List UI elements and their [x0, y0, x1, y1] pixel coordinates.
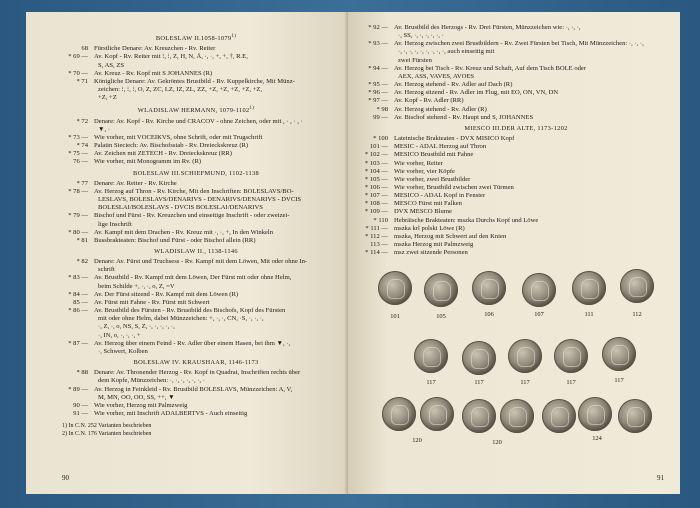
entry-text	[94, 229, 330, 237]
entry-text	[94, 237, 330, 245]
entry-line: Wie vorher, Herzog mit Palmzweig	[94, 401, 188, 409]
coin-label: 117	[474, 379, 484, 387]
entry-line: S, AS, ZS	[98, 61, 125, 69]
entry-text	[394, 184, 670, 192]
entry-line: ·, SS, ·, ·, ·, ·, ·, ·	[398, 32, 444, 40]
entry-line: ·, Z, ·, o, NS, S, Z, ·, ·, ·, ·, ·,	[98, 323, 175, 331]
entry-line: schrift	[98, 266, 115, 274]
catalog-entry	[362, 168, 670, 176]
entry-line: zeichen: ⁝, ⁝, ⁝, O, Z, ZC, LZ, IZ, ZL, ZZ, +Z, +Z, +Z, +Z, +Z,	[98, 86, 263, 94]
catalog-entry	[362, 249, 670, 257]
entry-text	[94, 258, 330, 274]
entry-number: 113 —	[370, 241, 388, 249]
footnote-1: 1) In C.N. 252 Varianten beschrieben	[62, 423, 152, 430]
catalog-entry	[362, 40, 670, 64]
entry-number: * 111 —	[365, 224, 388, 232]
entry-line: Bischof und Fürst - Rv. Kreuzchen und einseitige Inschrift - oder zweizei-	[94, 212, 290, 220]
entry-line: Av. Bischof stehend - Rv. Haupt und S, JOHANNES	[394, 113, 534, 121]
catalog-entry	[362, 208, 670, 216]
entry-number: * 84 —	[68, 290, 88, 298]
coin-image	[572, 271, 606, 305]
entry-line: M, MN, OO, OO, SS, ++, ▼	[98, 393, 175, 401]
entry-number: * 71	[76, 77, 88, 85]
entry-line: Wie vorher, zwei Brustbilder	[394, 175, 471, 183]
section-title-text: WLADISLAW II., 1138-1146	[154, 248, 238, 255]
entry-line: Av. Herzog auf Thron - Rv. Kirche, Mit den Inschriften: BOLESLAVS/BO-	[94, 187, 294, 195]
catalog-entry	[362, 81, 670, 89]
coin-image	[554, 339, 588, 373]
catalog-entry	[62, 45, 330, 53]
entry-text	[94, 45, 330, 53]
entry-line: ·, ·, ·, ·, ·, ·, ·, ·, ·, auch einseitig mit	[398, 48, 495, 56]
entry-number: * 82	[76, 258, 88, 266]
catalog-entry	[362, 114, 670, 122]
entry-text	[94, 369, 330, 385]
catalog-entry	[362, 106, 670, 114]
coin-image	[378, 271, 412, 305]
catalog-entry	[62, 274, 330, 290]
entry-number: * 97 —	[368, 97, 388, 105]
entry-number: * 102 —	[364, 151, 388, 159]
entry-number: * 69 —	[68, 53, 88, 61]
entry-number: * 104 —	[364, 167, 388, 175]
coin-label: 117	[520, 379, 530, 387]
entry-text	[394, 24, 670, 40]
entry-text	[394, 143, 670, 151]
entry-number: 68	[81, 45, 88, 53]
entry-line: mszka Herzog mit Palmzweig	[394, 241, 474, 249]
coin-image	[602, 337, 636, 371]
entry-line: lige Inschrift	[98, 220, 132, 228]
entry-text	[94, 150, 330, 158]
entry-number: * 79 —	[68, 212, 88, 220]
left-page	[26, 12, 348, 494]
entry-text	[394, 97, 670, 105]
catalog-entry	[62, 237, 330, 245]
section-title	[62, 359, 330, 367]
coin-plate	[362, 269, 670, 469]
coin-image	[382, 397, 416, 431]
entry-number: * 108 —	[364, 200, 388, 208]
section-title-text: BOLESLAW III.SCHIEFMUND, 1102-1138	[133, 169, 259, 177]
right-page-entries-bottom	[362, 135, 670, 257]
catalog-entry	[362, 24, 670, 40]
entry-text	[94, 142, 330, 150]
entry-line: ·, IN, o, ·, ·, ·, +	[98, 331, 141, 339]
entry-line: dem Kopfe, Münzzeichen: ·, ·, ·, ·, ·, ·, ·	[98, 377, 205, 385]
coin-label: 112	[632, 311, 642, 319]
entry-line: Wie vorher, Brustbild zwischen zwei Türmen	[394, 183, 514, 191]
entry-text	[394, 233, 670, 241]
entry-line: Denare: Av. Fürst und Truchsess - Rv. Kampf mit dem Löwen, Mit oder ohne In-	[94, 258, 308, 266]
footnote-ref: 1)	[249, 106, 255, 112]
section-title-text: WLADISLAW HERMANN, 1079-1102	[137, 107, 250, 115]
entry-text	[94, 188, 330, 212]
catalog-entry	[62, 180, 330, 188]
section-title	[62, 170, 330, 178]
entry-text	[394, 241, 670, 249]
entry-line: Av. Fürst mit Fahne - Rv. Fürst mit Schwert	[94, 298, 210, 306]
entry-number: * 77	[76, 179, 88, 187]
entry-line: MESICO - ADAL Kopf in Fenster	[394, 192, 486, 200]
section-title-miesco: MIESCO III.DER ALTE, 1173-1202	[464, 124, 568, 132]
entry-text	[394, 176, 670, 184]
entry-number: * 87 —	[68, 339, 88, 347]
coin-label: 120	[412, 437, 422, 445]
entry-line: Av. Kopf - Rv. Reiter mit ⁝, ⁝, Z, H, N, Å, ·, ·, +, +, †, R.E,	[94, 53, 248, 61]
entry-text	[394, 160, 670, 168]
entry-text	[394, 114, 670, 122]
entry-line: Fürstliche Denare: Av. Kreuzchen - Rv. Reiter	[94, 45, 216, 53]
coin-label: 111	[584, 311, 594, 319]
coin-label: 107	[534, 311, 544, 319]
entry-text	[94, 78, 330, 102]
entry-text	[94, 274, 330, 290]
entry-text	[394, 225, 670, 233]
catalog-entry	[62, 258, 330, 274]
catalog-entry	[62, 188, 330, 212]
entry-line: mszka krl polski Löwe (R)	[394, 224, 465, 232]
entry-text	[94, 70, 330, 78]
entry-line: Wie vorher, mit Monogramm im Rv. (R)	[94, 158, 202, 166]
catalog-entry	[62, 340, 330, 356]
entry-line: Lateinische Brakteaten - DVX MISICO Kopf	[394, 135, 515, 143]
catalog-entry	[362, 160, 670, 168]
entry-number: * 100	[373, 135, 388, 143]
coin-image	[578, 397, 612, 431]
catalog-entry	[362, 143, 670, 151]
entry-number: * 103 —	[364, 159, 388, 167]
entry-number: * 110	[373, 216, 388, 224]
section-title	[62, 33, 330, 43]
entry-number: * 72	[76, 117, 88, 125]
entry-line: Wie vorher, vier Köpfe	[394, 167, 455, 175]
entry-line: Hebräische Brakteaten: mszka Durchs Kopf und Löwe	[394, 216, 539, 224]
right-page-entries-top	[362, 24, 670, 122]
entry-line: Königliche Denare: Av. Gekröntes Brustbild - Rv. Kuppelkirche, Mit Münz-	[94, 77, 295, 85]
entry-number: * 80 —	[68, 228, 88, 236]
entry-text	[394, 81, 670, 89]
coin-image	[462, 341, 496, 375]
footnote-2: 2) In C.N. 176 Varianten beschrieben	[62, 431, 152, 438]
entry-text	[94, 299, 330, 307]
entry-text	[94, 307, 330, 340]
entry-text	[394, 89, 670, 97]
entry-number: * 109 —	[364, 208, 388, 216]
entry-number: 91 —	[73, 409, 88, 417]
entry-number: * 73 —	[68, 133, 88, 141]
entry-text	[94, 402, 330, 410]
entry-number: * 93 —	[368, 40, 388, 48]
catalog-entry	[362, 233, 670, 241]
entry-line: Palatin Sieciech: Av. Bischofsstab - Rv. Dreieckskreuz (R)	[94, 142, 249, 150]
entry-line: Av. Herzog sitzend - Rv. Adler im Flug, mit EO, ON, VN, DN	[394, 89, 559, 97]
catalog-entry	[362, 135, 670, 143]
entry-line: Av. Kampf mit dem Drachen - Rv. Kreuz mit ·, ·, +, In den Winkeln	[94, 228, 274, 236]
coin-image	[618, 399, 652, 433]
coin-label: 120	[492, 439, 502, 447]
entry-line: MESIC - ADAL Herzog auf Thron	[394, 143, 487, 151]
entry-line: Wie vorher, mit VOCEIKVS, ohne Schrift, oder mit Trugschrift	[94, 133, 263, 141]
catalog-entry	[62, 150, 330, 158]
entry-line: Av. Herzog stehend - Rv. Adler (R)	[394, 105, 487, 113]
entry-line: Av. Herzog in Feinkleid - Rv. Brustbild BOLESLAVS, Münzzeichen: A, V,	[94, 385, 293, 393]
entry-number: * 75 —	[68, 150, 88, 158]
right-page	[348, 12, 680, 494]
entry-number: 101 —	[369, 143, 388, 151]
page-number-left: 90	[62, 473, 69, 482]
coin-image	[500, 399, 534, 433]
catalog-entry	[62, 212, 330, 228]
entry-text	[94, 410, 330, 418]
left-page-content	[62, 33, 330, 418]
entry-text	[394, 192, 670, 200]
entry-line: DVX MESCO Blume	[394, 208, 452, 216]
catalog-entry	[62, 402, 330, 410]
entry-number: * 114 —	[365, 249, 388, 257]
entry-text	[94, 158, 330, 166]
catalog-entry	[62, 118, 330, 134]
entry-line: mit oder ohne Helm, dabei Münzzeichen: +, ·, ·, CN, ·S, ·, ·, ·,	[98, 315, 264, 323]
entry-number: * 96 —	[368, 89, 388, 97]
entry-text	[394, 40, 670, 64]
entry-text	[94, 134, 330, 142]
entry-text	[394, 135, 670, 143]
catalog-entry	[362, 200, 670, 208]
entry-line: ·, Schwert, Kolben	[98, 347, 148, 355]
catalog-entry	[362, 176, 670, 184]
entry-number: * 70 —	[68, 69, 88, 77]
entry-number: * 105 —	[364, 175, 388, 183]
entry-number: * 94 —	[368, 64, 388, 72]
entry-line: Av. Herzog zwischen zwei Brustbildern - Rv. Zwei Fürsten bei Tisch, Mit Münzzeichen: ·, ·, ·,	[394, 40, 644, 48]
catalog-entry	[62, 299, 330, 307]
entry-number: * 112 —	[365, 232, 388, 240]
footnote-ref: 1)	[231, 34, 237, 39]
entry-text	[394, 106, 670, 114]
coin-label: 124	[592, 435, 602, 443]
catalog-entry	[62, 229, 330, 237]
entry-line: zwei Fürsten	[398, 56, 432, 64]
entry-line: msz zwei sitzende Personen	[394, 249, 468, 257]
entry-line: Wie vorher, Reiter	[394, 159, 443, 167]
entry-line: LESLAVS, BOLESLAVS/DENARIVS - DENARIVS/DENARIVS - DVCIS	[98, 196, 302, 204]
coin-image	[414, 339, 448, 373]
entry-line: ▼, ·	[98, 125, 111, 133]
coin-label: 117	[566, 379, 576, 387]
entry-line: Av. Brustbild des Fürsten - Rv. Brustbild des Bischofs, Kopf des Fürsten	[94, 307, 286, 315]
footnotes	[62, 422, 330, 438]
entry-line: Wie vorher, mit Inschrift ADALBERTVS - Auch einseitig	[94, 409, 248, 417]
page-number-right: 91	[657, 473, 664, 482]
entry-text	[394, 200, 670, 208]
entry-line: Av. Herzog bei Tisch - Rv. Kreuz und Schaft, Auf dem Tisch BOLE oder	[394, 64, 587, 72]
catalog-entry	[362, 97, 670, 105]
entry-text	[394, 65, 670, 81]
catalog-entry	[362, 184, 670, 192]
coin-label: 105	[436, 313, 446, 321]
entry-number: * 88	[76, 369, 88, 377]
entry-text	[394, 168, 670, 176]
catalog-entry	[362, 192, 670, 200]
entry-number: * 107 —	[364, 192, 388, 200]
catalog-entry	[62, 78, 330, 102]
catalog-entry	[62, 53, 330, 69]
coin-image	[472, 271, 506, 305]
entry-line: beim Schilde +, ·, ·, o, Z, =V	[98, 282, 175, 290]
entry-line: Av. Kreuz - Rv. Kopf mit S JOHANNES (R)	[94, 69, 213, 77]
coin-image	[522, 273, 556, 307]
entry-text	[94, 340, 330, 356]
entry-line: Denare: Av. Thronender Herzog - Rv. Kopf in Quadrat, Inschriften rechts über	[94, 369, 301, 377]
catalog-entry	[62, 291, 330, 299]
entry-text	[94, 53, 330, 69]
entry-text	[94, 291, 330, 299]
entry-line: MESICO Brustbild mit Fahne	[394, 151, 474, 159]
entry-line: Denare: Av. Kopf - Rv. Kirche und CRACOV - ohne Zeichen, oder mit , · , · , ·	[94, 117, 303, 125]
entry-number: * 86 —	[68, 307, 88, 315]
catalog-entry	[362, 151, 670, 159]
entry-line: Av. Kopf - Rv. Adler (RR)	[394, 97, 464, 105]
catalog-entry	[362, 241, 670, 249]
entry-line: mszka, Herzog mit Schwert auf den Knien	[394, 232, 507, 240]
entry-text	[394, 151, 670, 159]
entry-number: 90 —	[73, 401, 88, 409]
coin-label: 117	[426, 379, 436, 387]
catalog-entry	[62, 142, 330, 150]
catalog-entry	[62, 134, 330, 142]
coin-image	[508, 339, 542, 373]
catalog-entry	[362, 65, 670, 81]
catalog-entry	[62, 158, 330, 166]
coin-image	[542, 399, 576, 433]
entry-number: * 106 —	[364, 183, 388, 191]
entry-text	[394, 217, 670, 225]
entry-line: MESCO Fürst mit Falken	[394, 200, 462, 208]
entry-line: AEX, ASS, VAVES, AVOES	[398, 72, 475, 80]
entry-number: * 98	[376, 105, 388, 113]
entry-number: * 92 —	[368, 24, 388, 31]
entry-line: Av. Brustbild des Herzogs - Rv. Drei Fürsten, Münzzeichen wie: ·, ·, ·,	[394, 24, 581, 31]
entry-line: Av. Herzog stehend - Rv. Adler auf Dach (R)	[394, 81, 513, 89]
section-title-text: BOLESLAW II.1058-1079	[155, 35, 232, 43]
entry-line: Av. Zeichen mit ZETECH - Rv. Dreieckskreuz (RR)	[94, 150, 232, 158]
catalog-entry	[62, 410, 330, 418]
entry-line: Denare: Av. Reiter - Rv. Kirche	[94, 179, 177, 187]
coin-label: 106	[484, 311, 494, 319]
coin-label: 117	[614, 377, 624, 385]
coin-image	[424, 273, 458, 307]
section-title-text: BOLESLAW IV. KRAUSHAAR, 1146-1173	[133, 359, 259, 367]
entry-number: * 78 —	[68, 187, 88, 195]
coin-label: 101	[390, 313, 400, 321]
entry-number: * 95 —	[368, 81, 388, 89]
catalog-entry	[362, 89, 670, 97]
entry-number: * 83 —	[68, 274, 88, 282]
entry-number: 85 —	[73, 298, 88, 306]
entry-number: * 89 —	[68, 385, 88, 393]
entry-text	[94, 212, 330, 228]
catalog-entry	[62, 386, 330, 402]
entry-text	[394, 208, 670, 216]
entry-line: +Z, +Z	[98, 94, 117, 102]
catalog-entry	[362, 217, 670, 225]
entry-text	[394, 249, 670, 257]
entry-line: Av. Herzog über einem Feind - Rv. Adler über einem Hasen, bei ihm ▼, ·,	[94, 339, 291, 347]
entry-number: * 74	[76, 142, 88, 150]
entry-line: Av. Brustbild - Rv. Kampf mit dem Löwen, Der Fürst mit oder ohne Helm,	[94, 274, 292, 282]
entry-number: * 81	[76, 236, 88, 244]
entry-number: 76 —	[73, 158, 88, 166]
catalog-entry	[62, 307, 330, 340]
catalog-entry	[62, 369, 330, 385]
entry-text	[94, 180, 330, 188]
coin-image	[462, 399, 496, 433]
entry-number: 99 —	[373, 113, 388, 121]
coin-image	[420, 397, 454, 431]
catalog-entry	[362, 225, 670, 233]
entry-line: Bussbrakteaten: Bischof und Fürst - oder Bischof allein (RR)	[94, 236, 256, 244]
entry-text	[94, 118, 330, 134]
entry-text	[94, 386, 330, 402]
entry-line: Av. Der Fürst sitzend - Rv. Kampf mit dem Löwen (R)	[94, 290, 239, 298]
section-title	[62, 248, 330, 256]
section-title	[62, 105, 330, 115]
catalog-entry	[62, 70, 330, 78]
entry-line: BOLESLAI/BOLESLAVS - DVCIS BOLESLAI/DENARIVS	[98, 204, 263, 212]
coin-image	[620, 269, 654, 303]
